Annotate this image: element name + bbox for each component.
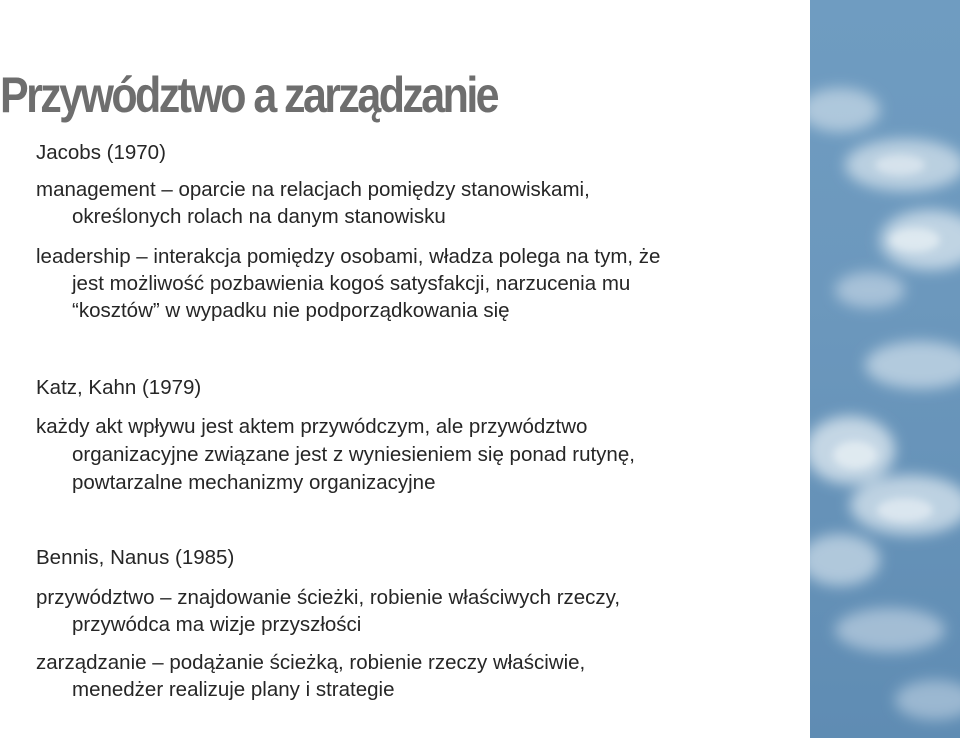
definition-line: określonych rolach na danym stanowisku xyxy=(72,205,446,228)
sky-background-image xyxy=(810,0,960,738)
cloud-shape xyxy=(835,608,945,652)
definition-line: przywódca ma wizje przyszłości xyxy=(72,613,362,636)
cloud-highlight xyxy=(877,498,933,522)
section-heading: Katz, Kahn (1979) xyxy=(36,376,202,399)
definition-line: jest możliwość pozbawienia kogoś satysfakcji, narzucenia mu xyxy=(72,272,631,295)
definition-line: organizacyjne związane jest z wyniesieniem się ponad rutynę, xyxy=(72,443,635,466)
definition-line: menedżer realizuje plany i strategie xyxy=(72,678,395,701)
cloud-shape xyxy=(865,341,960,389)
cloud-highlight xyxy=(875,155,925,175)
section-heading: Jacobs (1970) xyxy=(36,141,166,164)
cloud-highlight xyxy=(833,441,877,469)
cloud-shape xyxy=(810,88,880,132)
section-heading: Bennis, Nanus (1985) xyxy=(36,546,235,569)
cloud-highlight xyxy=(890,228,940,252)
cloud-shape xyxy=(835,272,905,308)
clouds-illustration xyxy=(810,0,960,738)
definition-line: przywództwo – znajdowanie ścieżki, robienie właściwych rzeczy, xyxy=(36,586,621,609)
definition-line: każdy akt wpływu jest aktem przywódczym, ale przywództwo xyxy=(36,415,588,438)
definition-line: powtarzalne mechanizmy organizacyjne xyxy=(72,471,436,494)
definition-line: management – oparcie na relacjach pomiędzy stanowiskami, xyxy=(36,178,590,201)
definition-line: “kosztów” w wypadku nie podporządkowania się xyxy=(72,299,510,322)
slide-title: Przywództwo a zarządzanie xyxy=(0,67,498,123)
cloud-shape xyxy=(895,680,960,720)
definition-line: zarządzanie – podążanie ścieżką, robienie rzeczy właściwie, xyxy=(36,651,586,674)
definition-line: leadership – interakcja pomiędzy osobami, władza polega na tym, że xyxy=(36,245,661,268)
cloud-shape xyxy=(810,534,880,586)
